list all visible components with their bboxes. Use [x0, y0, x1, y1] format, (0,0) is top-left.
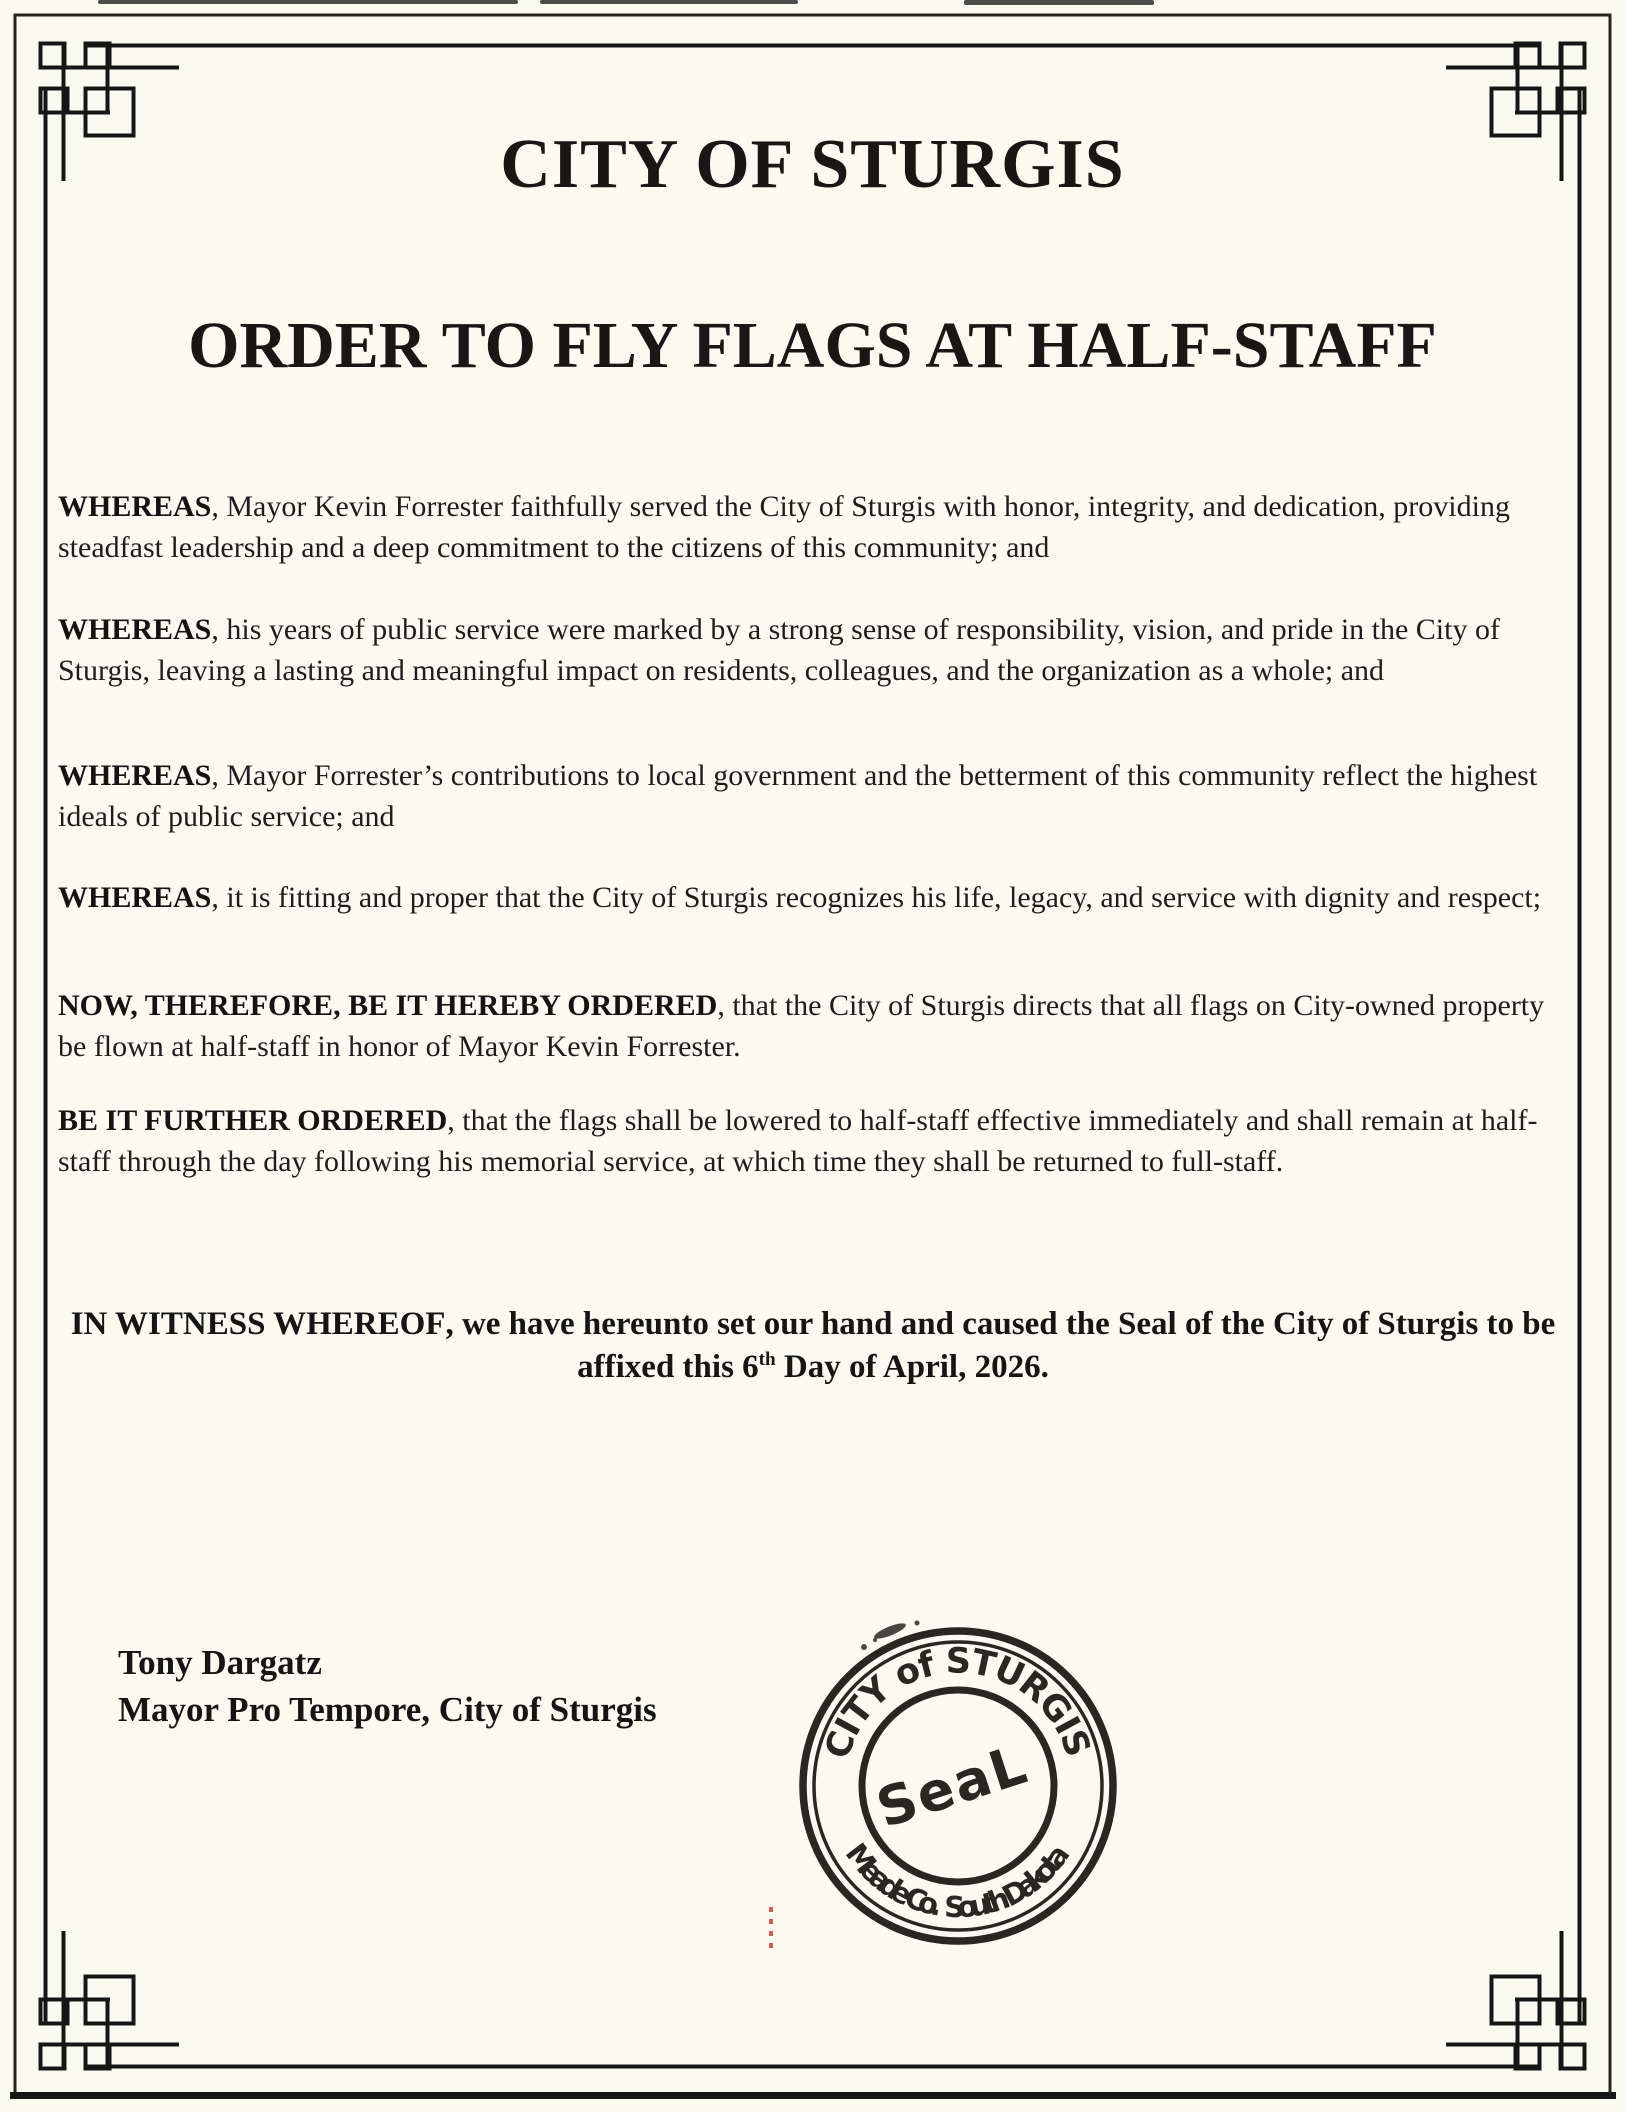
- witness-lead: IN WITNESS WHEREOF: [70, 1306, 446, 1342]
- bottom-scan-edge: [10, 2092, 1616, 2099]
- paragraph-text: , it is fitting and proper that the City of Sturgis recognizes his life, legacy, and service with dignity and respect;: [211, 881, 1542, 914]
- paragraph-text: , Mayor Forrester’s contributions to local government and the betterment of this community reflect the highest ideals of public service; and: [58, 759, 1538, 833]
- order-paragraph: [58, 755, 1553, 837]
- signatory-name: Tony Dargatz: [118, 1643, 322, 1682]
- paragraph-lead: BE IT FURTHER ORDERED: [58, 1104, 448, 1137]
- seal-bottom-arc-text: Meade Co. South Dakota: [838, 1836, 1077, 1925]
- page-title: CITY OF STURGIS: [500, 126, 1125, 203]
- paragraph-lead: WHEREAS: [58, 881, 212, 914]
- witness-text: , we have hereunto set our hand and caused the Seal of the City of Sturgis to be affixed this 6: [445, 1306, 1556, 1385]
- paragraph-lead: WHEREAS: [58, 613, 212, 646]
- signatory-title: Mayor Pro Tempore, City of Sturgis: [118, 1690, 657, 1729]
- seal-center-text: SeaL: [869, 1732, 1036, 1841]
- paragraph-text: , that the City of Sturgis directs that all flags on City-owned property be flown at half-staff in honor of Mayor Kevin Forrester.: [58, 989, 1545, 1063]
- scan-artifact: [540, 0, 798, 4]
- corner-ornament-bottom-right: [1446, 1931, 1585, 2069]
- paragraph-lead: WHEREAS: [58, 759, 212, 792]
- order-paragraph: [58, 985, 1553, 1067]
- corner-ornament-bottom-left: [40, 1931, 179, 2069]
- order-paragraph: [58, 486, 1553, 568]
- scan-artifact: [964, 0, 1154, 5]
- signature-block: [118, 1639, 657, 1733]
- witness-date-text: Day of April, 2026.: [775, 1349, 1049, 1385]
- paragraph-text: , his years of public service were marked by a strong sense of responsibility, vision, and pride in the City of Sturgis, leaving a lasting and meaningful impact on residents, colleagues, and the organization as a whole; and: [58, 613, 1500, 687]
- witness-clause: [68, 1303, 1558, 1389]
- paragraph-lead: WHEREAS: [58, 490, 212, 523]
- seal-top-arc-text: CITY of STURGIS: [817, 1641, 1099, 1764]
- order-paragraph: [58, 1100, 1553, 1182]
- paragraph-text: , Mayor Kevin Forrester faithfully served the City of Sturgis with honor, integrity, and dedication, providing steadfast leadership and a deep commitment to the citizens of this community; and: [58, 490, 1510, 564]
- order-paragraph: [58, 877, 1553, 918]
- paragraph-text: , that the flags shall be lowered to half-staff effective immediately and shall remain at half-staff through the day following his memorial service, at which time they shall be returned to full-staff.: [58, 1104, 1538, 1178]
- ordinal-superscript: th: [758, 1349, 776, 1370]
- city-seal-stamp: [786, 1614, 1130, 1958]
- scan-artifact: [98, 0, 518, 4]
- paragraph-lead: NOW, THEREFORE, BE IT HEREBY ORDERED: [58, 989, 718, 1022]
- order-paragraph: [58, 609, 1553, 691]
- page-subtitle: ORDER TO FLY FLAGS AT HALF-STAFF: [188, 309, 1437, 382]
- red-ink-artifact: [769, 1907, 773, 1949]
